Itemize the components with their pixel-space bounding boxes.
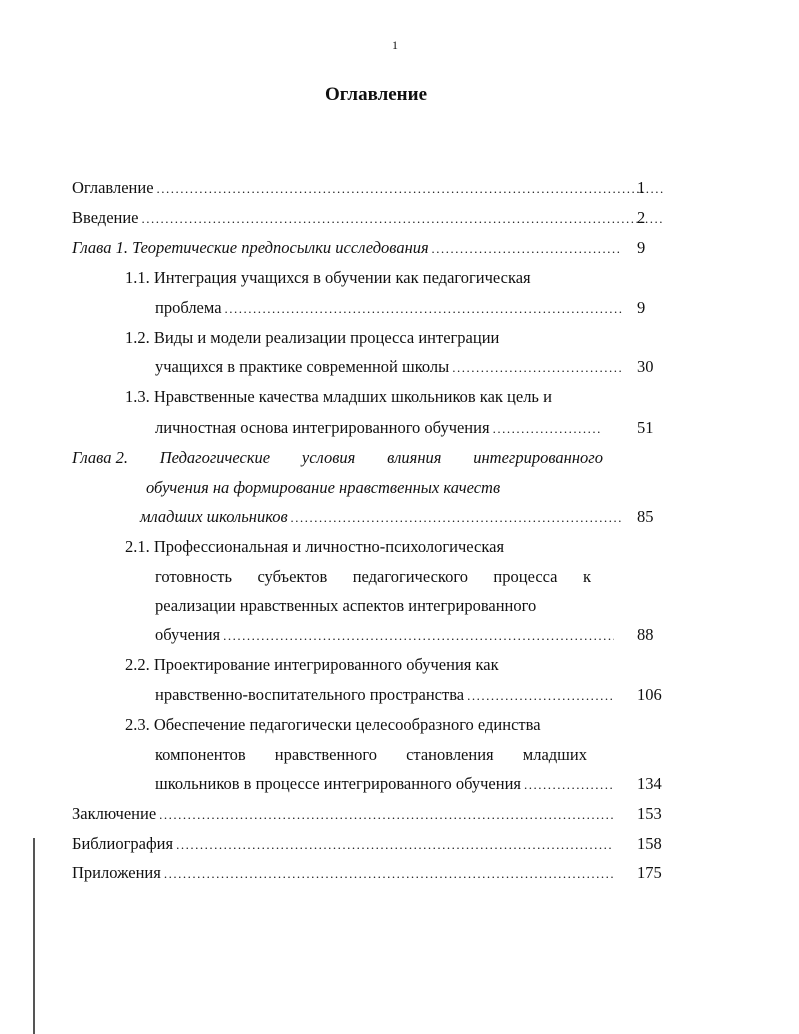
toc-entry-s1-1-line2[interactable] <box>155 296 628 320</box>
toc-entry-s2-3-line1[interactable]: 2.3. Обеспечение педагогически целесообразного единства <box>125 715 541 734</box>
dot-leader <box>164 862 614 886</box>
toc-page-s1-3: 51 <box>637 418 654 437</box>
word: процесса <box>493 567 558 586</box>
dot-leader <box>524 773 614 797</box>
toc-entry-s2-3-line3[interactable] <box>155 772 620 796</box>
dot-leader <box>291 506 622 530</box>
toc-page-chapter1: 9 <box>637 238 646 257</box>
toc-entry-s1-3-line2[interactable] <box>155 416 606 440</box>
toc-page-s2-3: 134 <box>637 774 662 793</box>
toc-page-prilozheniya: 175 <box>637 863 662 882</box>
toc-label: проблема <box>155 298 222 317</box>
toc-page-s1-2: 30 <box>637 357 654 376</box>
word: педагогического <box>352 567 468 586</box>
word: Глава 2. <box>72 448 128 467</box>
toc-label: обучения <box>155 625 221 644</box>
dot-leader <box>225 297 622 321</box>
toc-entry-s1-3-line1[interactable]: 1.3. Нравственные качества младших школьников как цель и <box>125 387 552 406</box>
word: влияния <box>387 448 442 467</box>
word: компонентов <box>155 745 246 764</box>
toc-page-bibliografiya: 158 <box>637 834 662 853</box>
dot-leader <box>493 417 600 441</box>
toc-entry-s2-1-line4[interactable] <box>155 623 620 647</box>
word: становления <box>406 745 494 764</box>
toc-entry-bibliografiya[interactable] <box>72 832 620 856</box>
toc-page-zaklyuchenie: 153 <box>637 804 662 823</box>
toc-label: Библиография <box>72 834 174 853</box>
toc-entry-s2-3-line2[interactable] <box>155 743 587 767</box>
toc-entry-chapter1[interactable] <box>72 236 628 260</box>
toc-label: Оглавление <box>72 178 154 197</box>
dot-leader <box>159 803 614 827</box>
dot-leader <box>467 684 614 708</box>
toc-label: Глава 1. Теоретические предпосылки исследования <box>72 238 429 257</box>
scan-margin-line <box>33 838 35 1034</box>
toc-label: Приложения <box>72 863 161 882</box>
toc-entry-s2-1-line1[interactable]: 2.1. Профессиональная и личностно-психологическая <box>125 537 505 556</box>
dot-leader <box>452 356 622 380</box>
toc-entry-s2-2-line2[interactable] <box>155 683 620 707</box>
toc-entry-s2-2-line1[interactable]: 2.2. Проектирование интегрированного обучения как <box>125 655 499 674</box>
toc-entry-zaklyuchenie[interactable] <box>72 802 620 826</box>
toc-label: младших школьников <box>140 507 288 526</box>
toc-entry-s1-2-line1[interactable]: 1.2. Виды и модели реализации процесса интеграции <box>125 328 500 347</box>
toc-label: Введение <box>72 208 139 227</box>
word: готовность <box>155 567 232 586</box>
toc-entry-oglavlenie[interactable] <box>72 176 669 200</box>
toc-entry-chapter2-line1[interactable] <box>72 446 603 470</box>
word: условия <box>301 448 356 467</box>
dot-leader <box>157 177 663 201</box>
dot-leader <box>223 624 614 648</box>
toc-page-oglavlenie: 1 <box>637 178 646 197</box>
toc-page-s1-1: 9 <box>637 298 646 317</box>
word: Педагогические <box>159 448 271 467</box>
dot-leader <box>176 833 614 857</box>
toc-label: нравственно-воспитательного пространства <box>155 685 465 704</box>
dot-leader <box>142 207 663 231</box>
toc-page-vvedenie: 2 <box>637 208 646 227</box>
word: интегрированного <box>473 448 603 467</box>
dot-leader <box>432 237 622 261</box>
toc-entry-chapter2-line3[interactable] <box>140 505 628 529</box>
toc-label: Заключение <box>72 804 157 823</box>
toc-label: школьников в процессе интегрированного обучения <box>155 774 522 793</box>
toc-page-s2-1: 88 <box>637 625 654 644</box>
word: субъектов <box>257 567 328 586</box>
page-number: 1 <box>392 38 398 52</box>
toc-entry-chapter2-line2[interactable]: обучения на формирование нравственных качеств <box>146 478 501 497</box>
toc-entry-s1-1-line1[interactable]: 1.1. Интеграция учащихся в обучении как педагогическая <box>125 268 531 287</box>
page-title: Оглавление <box>324 84 428 105</box>
word: младших <box>522 745 587 764</box>
toc-entry-s2-1-line3[interactable]: реализации нравственных аспектов интегрированного <box>155 596 537 615</box>
word: нравственного <box>274 745 377 764</box>
toc-page-chapter2: 85 <box>637 507 654 526</box>
toc-entry-vvedenie[interactable] <box>72 206 669 230</box>
word: к <box>582 567 591 586</box>
toc-label: учащихся в практике современной школы <box>155 357 450 376</box>
toc-entry-s2-1-line2[interactable] <box>155 565 591 589</box>
toc-page-s2-2: 106 <box>637 685 662 704</box>
toc-entry-prilozheniya[interactable] <box>72 861 620 885</box>
toc-label: личностная основа интегрированного обучения <box>155 418 490 437</box>
toc-entry-s1-2-line2[interactable] <box>155 355 628 379</box>
